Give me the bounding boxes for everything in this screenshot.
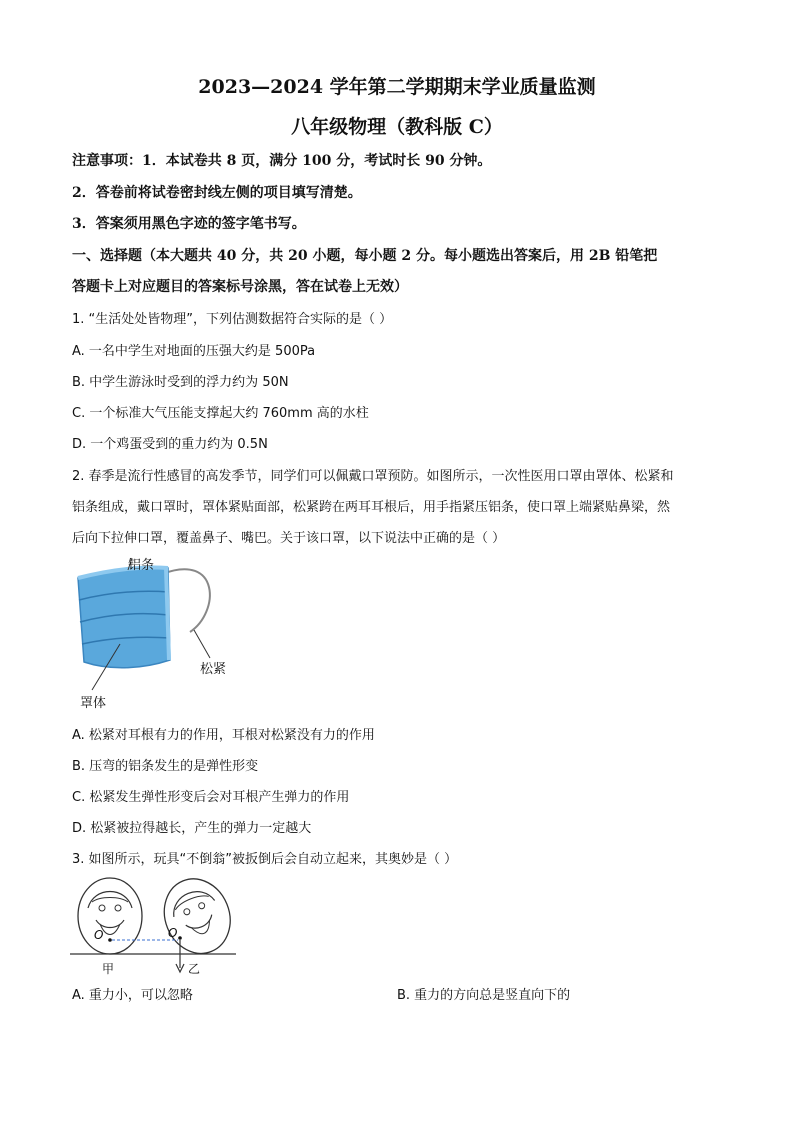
notice-3: 3．答案须用黑色字迹的签字笔书写。 [72,216,306,232]
question-2-option-d: D. 松紧被拉得越长，产生的弹力一定越大 [72,821,312,836]
label-yi: 乙 [188,962,201,976]
question-1-stem: 1. “生活处处皆物理”，下列估测数据符合实际的是（ ） [72,312,393,327]
tumbler-illustration [70,868,240,980]
label-elastic: 松紧 [200,662,227,677]
question-3-option-b: B. 重力的方向总是竖直向下的 [397,988,571,1003]
mask-figure [70,552,250,712]
question-2-stem-line-3: 后向下拉伸口罩，覆盖鼻子、嘴巴。关于该口罩，以下说法中正确的是（ ） [72,531,506,546]
question-2-option-b: B. 压弯的铝条发生的是弹性形变 [72,759,259,774]
notice-2: 2．答卷前将试卷密封线左侧的项目填写清楚。 [72,185,362,201]
question-2-stem-line-2: 铝条组成，戴口罩时，罩体紧贴面部，松紧跨在两耳耳根后，用手指紧压铝条，使口罩上端紧贴鼻梁，然 [72,500,671,515]
question-1-option-a: A. 一名中学生对地面的压强大约是 500Pa [72,344,316,359]
question-1-option-c: C. 一个标准大气压能支撑起大约 760mm 高的水柱 [72,406,369,421]
section-heading-line-2: 答题卡上对应题目的答案标号涂黑，答在试卷上无效） [72,279,408,295]
notice-1: 注意事项：1．本试卷共 8 页，满分 100 分，考试时长 90 分钟。 [72,153,492,169]
question-1-option-d: D. 一个鸡蛋受到的重力约为 0.5N [72,437,268,452]
face-mask-illustration [70,552,250,712]
exam-title: 2023—2024 学年第二学期期末学业质量监测 [198,76,596,98]
question-1-option-b: B. 中学生游泳时受到的浮力约为 50N [72,375,289,390]
label-center-o-jia: O [94,928,104,942]
label-aluminum-strip: 铝条 [128,558,155,573]
question-2-option-a: A. 松紧对耳根有力的作用，耳根对松紧没有力的作用 [72,728,375,743]
label-center-o-yi: O [168,926,178,940]
question-2-option-c: C. 松紧发生弹性形变后会对耳根产生弹力的作用 [72,790,350,805]
question-3-stem: 3. 如图所示，玩具“不倒翁”被扳倒后会自动立起来，其奥妙是（ ） [72,852,458,867]
tumbler-figure [70,868,240,980]
label-mask-body: 罩体 [80,696,107,711]
label-jia: 甲 [102,962,115,976]
exam-subtitle: 八年级物理（教科版 C） [291,116,503,138]
question-3-option-a: A. 重力小，可以忽略 [72,988,193,1003]
section-heading-line-1: 一、选择题（本大题共 40 分，共 20 小题，每小题 2 分。每小题选出答案后，用 2B 铅笔把 [72,248,658,264]
question-2-stem-line-1: 2. 春季是流行性感冒的高发季节，同学们可以佩戴口罩预防。如图所示，一次性医用口罩由罩体、松紧和 [72,469,674,484]
